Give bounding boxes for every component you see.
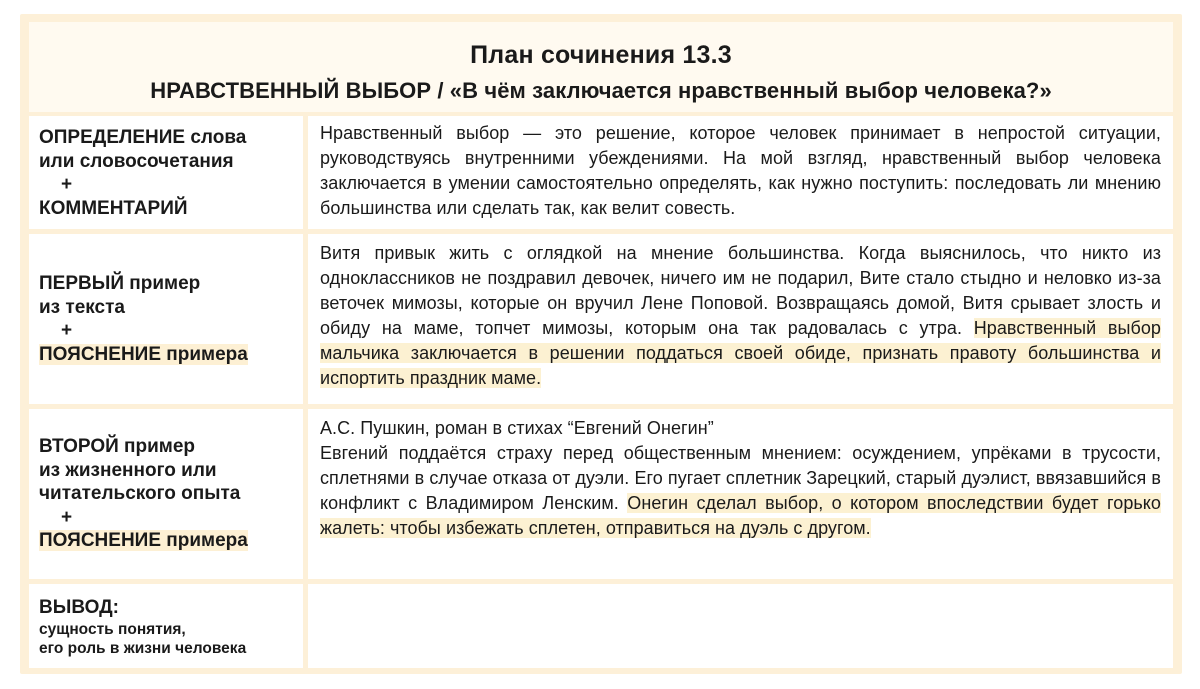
row-definition-label-cell xyxy=(29,116,303,229)
row-second-example-label-cell xyxy=(29,409,303,579)
highlighted-explanation: Онегин сделал выбор, о котором впоследствии будет горько жалеть: чтобы избежать сплетен, отправиться на дуэль с другом. xyxy=(320,493,1161,538)
row-definition-label: ОПРЕДЕЛЕНИЕ слова или словосочетания + КОММЕНТАРИЙ xyxy=(39,127,247,219)
second-example-text: А.С. Пушкин, роман в стихах “Евгений Онегин” Евгений поддаётся страху перед общественным мнением: осуждением, упрёками в трусости, сплетнями в случае отказа от дуэли. Его пугает сплетник Зарецкий, старый дуэлист, ввязавшийся в конфликт с Владимиром Ленским. Онегин сделал выбор, о котором впоследствии будет горько жалеть: чтобы избежать сплетен, отправиться на дуэль с другом. xyxy=(320,418,1161,538)
highlighted-explanation: Нравственный выбор мальчика заключается в решении поддаться своей обиде, признать правоту большинства и испортить праздник маме. xyxy=(320,318,1161,388)
page-title: План сочинения 13.3 xyxy=(470,41,732,69)
plus-sign: + xyxy=(61,506,73,528)
row-conclusion-label: ВЫВОД: сущность понятия, его роль в жизни человека xyxy=(39,597,247,657)
row-second-example-text-cell xyxy=(308,409,1173,579)
row-second-example-label: ВТОРОЙ пример из жизненного или читательского опыта + ПОЯСНЕНИЕ примера xyxy=(39,436,248,551)
plus-sign: + xyxy=(61,320,73,341)
definition-text: Нравственный выбор — это решение, которое человек принимает в непростой ситуации, руководствуясь внутренними убеждениями. На мой взгляд, нравственный выбор человека заключается в умении самостоятельно определять, как нужно поступить: последовать ли мнению большинства или сделать так, как велит совесть. xyxy=(320,123,1161,218)
page-subtitle: НРАВСТВЕННЫЙ ВЫБОР / «В чём заключается нравственный выбор человека?» xyxy=(150,78,1052,103)
plus-sign: + xyxy=(61,174,73,195)
row-first-example-label: ПЕРВЫЙ пример из текста + ПОЯСНЕНИЕ примера xyxy=(39,273,248,365)
row-conclusion-text-cell xyxy=(308,584,1173,668)
row-first-example-label-cell xyxy=(29,234,303,404)
row-first-example-text-cell xyxy=(308,234,1173,404)
source-reference: А.С. Пушкин, роман в стихах “Евгений Онегин” xyxy=(320,418,714,438)
plan-table xyxy=(20,14,1182,674)
row-definition-text-cell xyxy=(308,116,1173,229)
first-example-text: Витя привык жить с оглядкой на мнение большинства. Когда выяснилось, что никто из одноклассников не поздравил девочек, ничего им не подарил, Вите стало стыдно и неловко из-за веточек мимозы, которые он вручил Лене Поповой. Возвращаясь домой, Витя срывает злость и обиду на маме, топчет мимозы, которым она так радовалась с утра. Нравственный выбор мальчика заключается в решении поддаться своей обиде, признать правоту большинства и испортить праздник маме. xyxy=(320,243,1161,388)
row-conclusion-label-cell xyxy=(29,584,303,668)
table-header xyxy=(29,22,1173,112)
